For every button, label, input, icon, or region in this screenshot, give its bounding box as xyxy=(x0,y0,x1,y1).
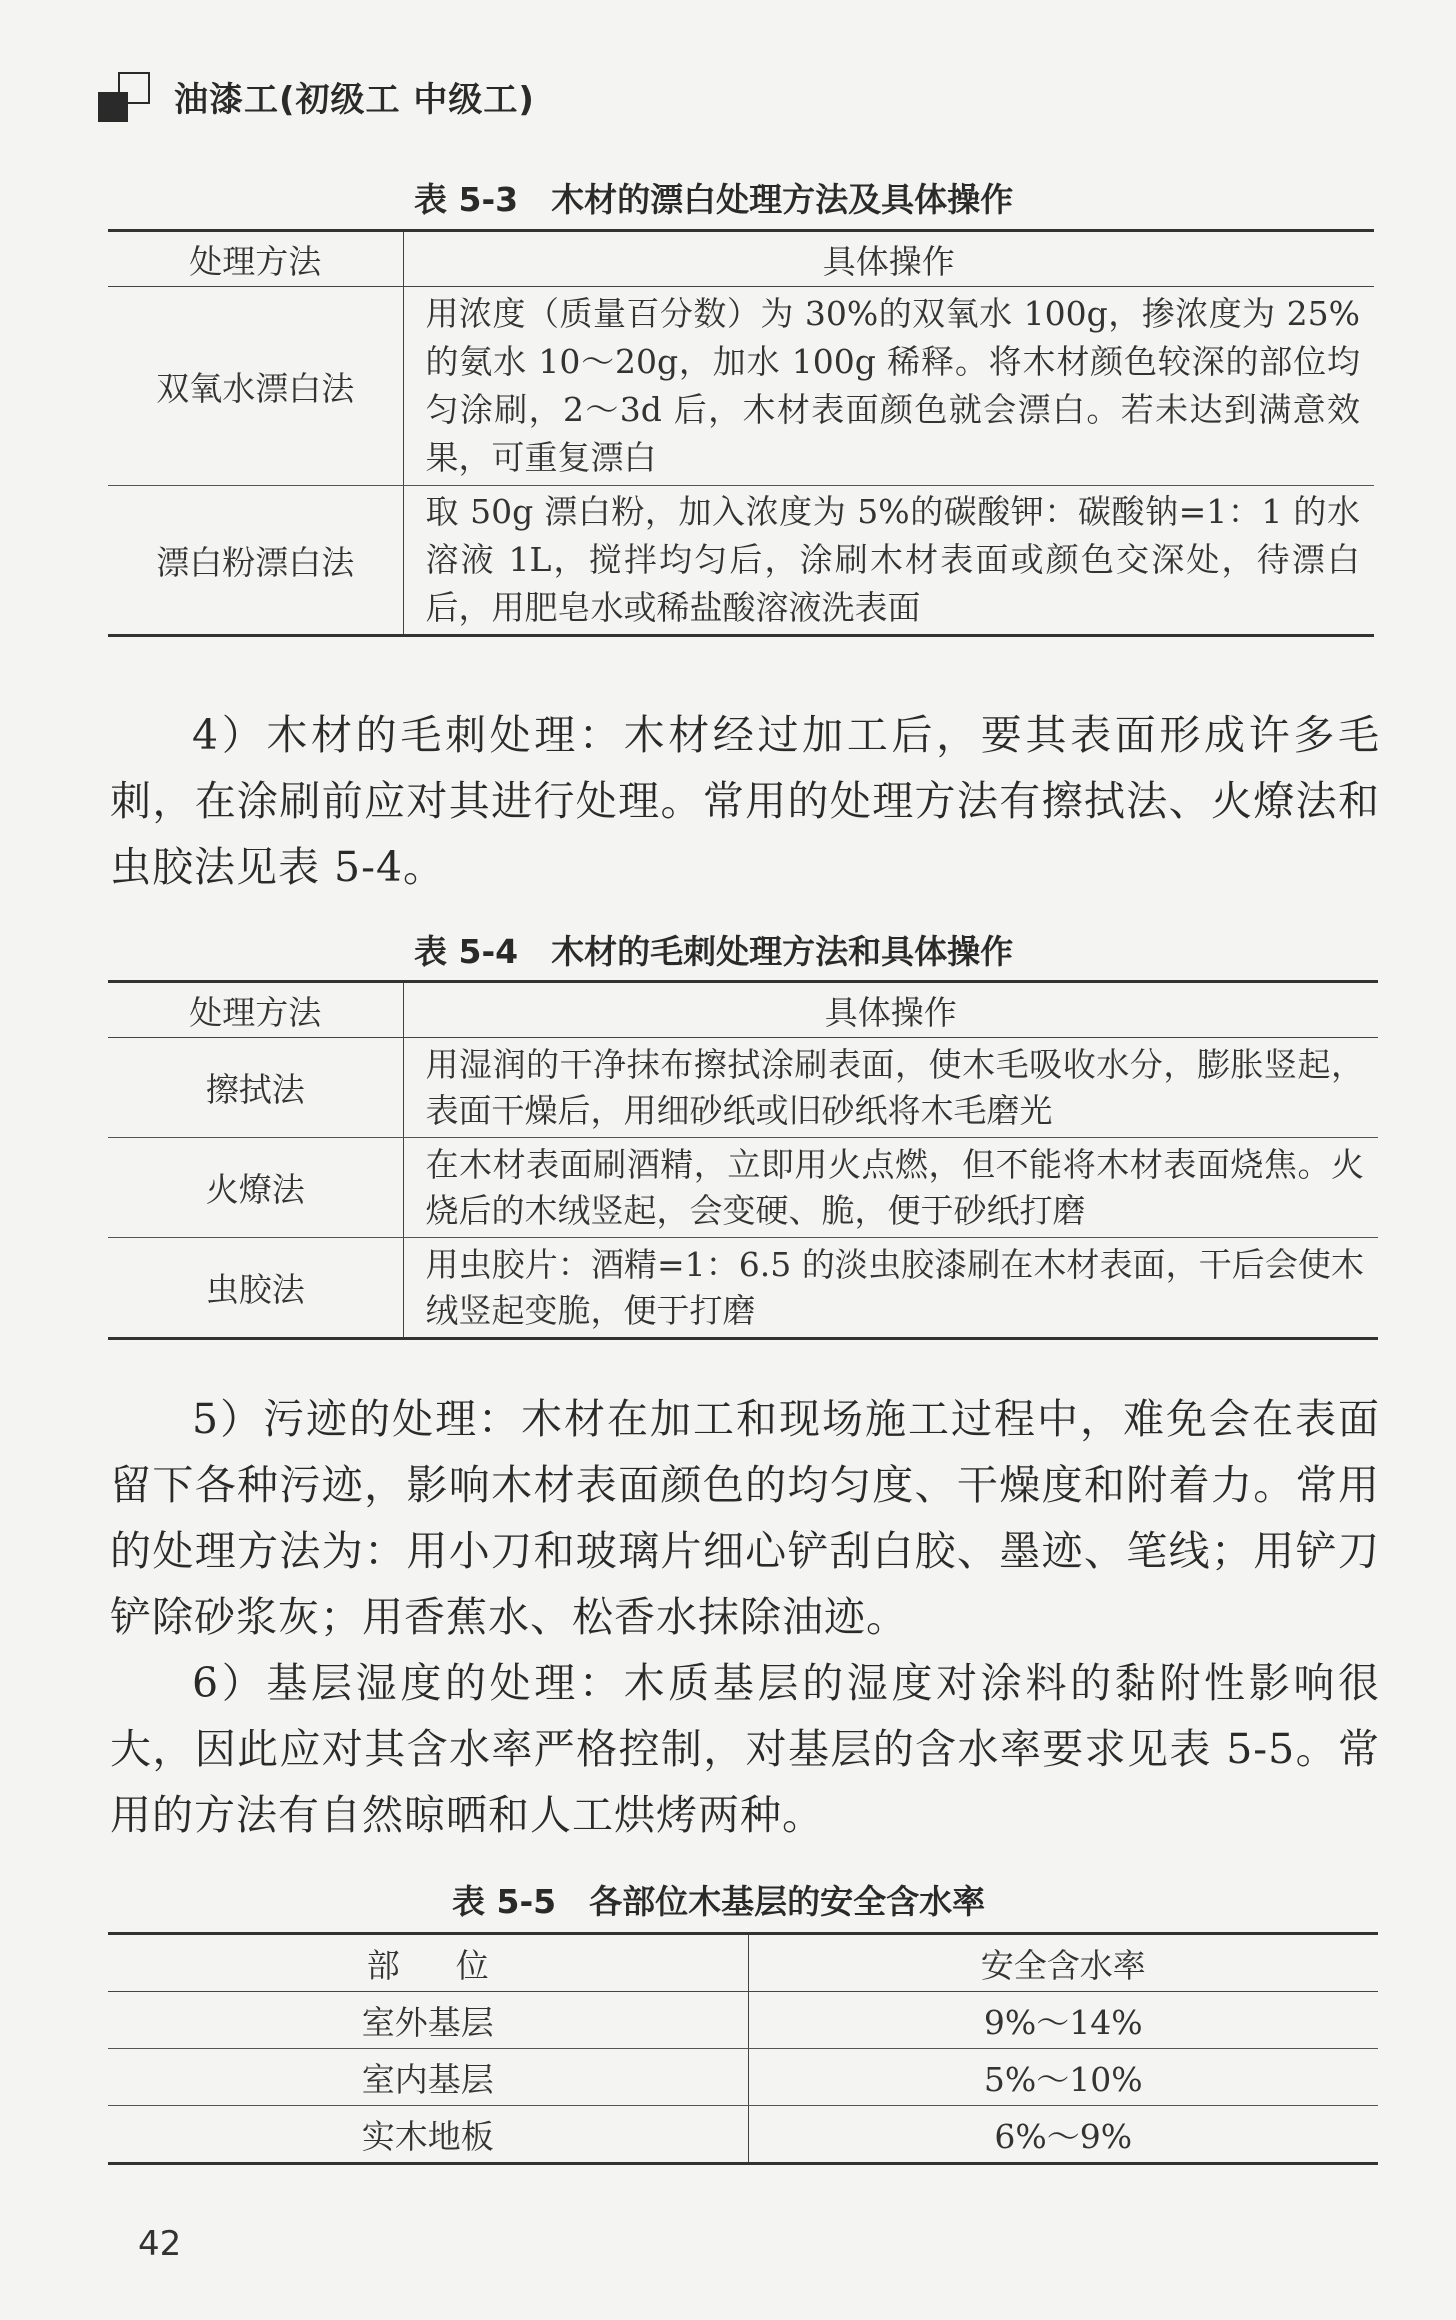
table-row xyxy=(108,1038,1378,1138)
table-header-row xyxy=(108,982,1378,1038)
rate-cell: 6%～9% xyxy=(994,2116,1133,2156)
rate-cell: 9%～14% xyxy=(748,1992,1378,2049)
table-row xyxy=(108,1992,1378,2049)
two-squares-icon xyxy=(96,66,156,126)
operation-cell: 用浓度（质量百分数）为 30%的双氧水 100g，掺浓度为 25%的氨水 10～20g，加水 100g 稀释。将木材颜色较深的部位均匀涂刷，2～3d 后，木材表面颜色就会漂白。若未达到满意效果，可重复漂白 xyxy=(403,287,1374,486)
method-cell: 火燎法 xyxy=(108,1138,403,1238)
table-5-3-caption: 表 5-3 木材的漂白处理方法及具体操作 xyxy=(414,180,1014,219)
table-5-3 xyxy=(108,229,1374,637)
method-cell: 漂白粉漂白法 xyxy=(108,486,403,636)
operation-cell: 用湿润的干净抹布擦拭涂刷表面，使木毛吸收水分，膨胀竖起，表面干燥后，用细砂纸或旧砂纸将木毛磨光 xyxy=(403,1038,1378,1138)
table-row xyxy=(108,2106,1378,2164)
column-header-operation: 具体操作 xyxy=(403,982,1378,1038)
method-cell: 擦拭法 xyxy=(108,1038,403,1138)
method-cell: 虫胶法 xyxy=(108,1238,403,1339)
column-header-moisture-rate: 安全含水率 xyxy=(748,1934,1378,1992)
method-cell: 双氧水漂白法 xyxy=(108,287,403,486)
page-number: 42 xyxy=(138,2224,182,2264)
table-row xyxy=(108,1238,1378,1339)
operation-cell: 用虫胶片：酒精=1：6.5 的淡虫胶漆刷在木材表面，干后会使木绒竖起变脆，便于打磨 xyxy=(403,1238,1378,1339)
column-header-method: 处理方法 xyxy=(108,982,403,1038)
operation-cell: 取 50g 漂白粉，加入浓度为 5%的碳酸钾：碳酸钠=1：1 的水溶液 1L，搅拌均匀后，涂刷木材表面或颜色交深处，待漂白后，用肥皂水或稀盐酸溶液洗表面 xyxy=(403,486,1374,636)
table-row xyxy=(108,1138,1378,1238)
table-5-5 xyxy=(108,1932,1378,2165)
paragraph-moisture-treatment: 6）基层湿度的处理：木质基层的湿度对涂料的黏附性影响很大，因此应对其含水率严格控制，对基层的含水率要求见表 5-5。常用的方法有自然晾晒和人工烘烤两种。 xyxy=(110,1659,1380,1839)
part-cell: 室外基层 xyxy=(108,1992,748,2049)
table-row xyxy=(108,486,1374,636)
rate-cell: 5%～10% xyxy=(748,2049,1378,2106)
column-header-method: 处理方法 xyxy=(108,231,403,287)
table-row xyxy=(108,2049,1378,2106)
table-5-4 xyxy=(108,980,1378,1340)
paragraph-stain-treatment: 5）污迹的处理：木材在加工和现场施工过程中，难免会在表面留下各种污迹，影响木材表面颜色的均匀度、干燥度和附着力。常用的处理方法为：用小刀和玻璃片细心铲刮白胶、墨迹、笔线；用铲刀铲除砂浆灰；用香蕉水、松香水抹除油迹。 xyxy=(110,1395,1380,1641)
table-5-5-caption: 表 5-5 各部位木基层的安全含水率 xyxy=(452,1882,986,1921)
column-header-part: 部位 xyxy=(108,1934,748,1992)
paragraph-burr-treatment: 4）木材的毛刺处理：木材经过加工后，要其表面形成许多毛刺，在涂刷前应对其进行处理。常用的处理方法有擦拭法、火燎法和虫胶法见表 5-4。 xyxy=(110,711,1380,891)
table-header-row xyxy=(108,231,1374,287)
table-5-4-caption: 表 5-4 木材的毛刺处理方法和具体操作 xyxy=(414,932,1014,971)
running-header xyxy=(96,64,535,128)
part-cell: 实木地板 xyxy=(108,2106,748,2164)
operation-cell: 在木材表面刷酒精，立即用火点燃，但不能将木材表面烧焦。火烧后的木绒竖起，会变硬、脆，便于砂纸打磨 xyxy=(403,1138,1378,1238)
table-row xyxy=(108,287,1374,486)
running-title: 油漆工(初级工 中级工) xyxy=(174,79,535,120)
table-header-row xyxy=(108,1934,1378,1992)
part-cell: 室内基层 xyxy=(108,2049,748,2106)
column-header-operation: 具体操作 xyxy=(403,231,1374,287)
